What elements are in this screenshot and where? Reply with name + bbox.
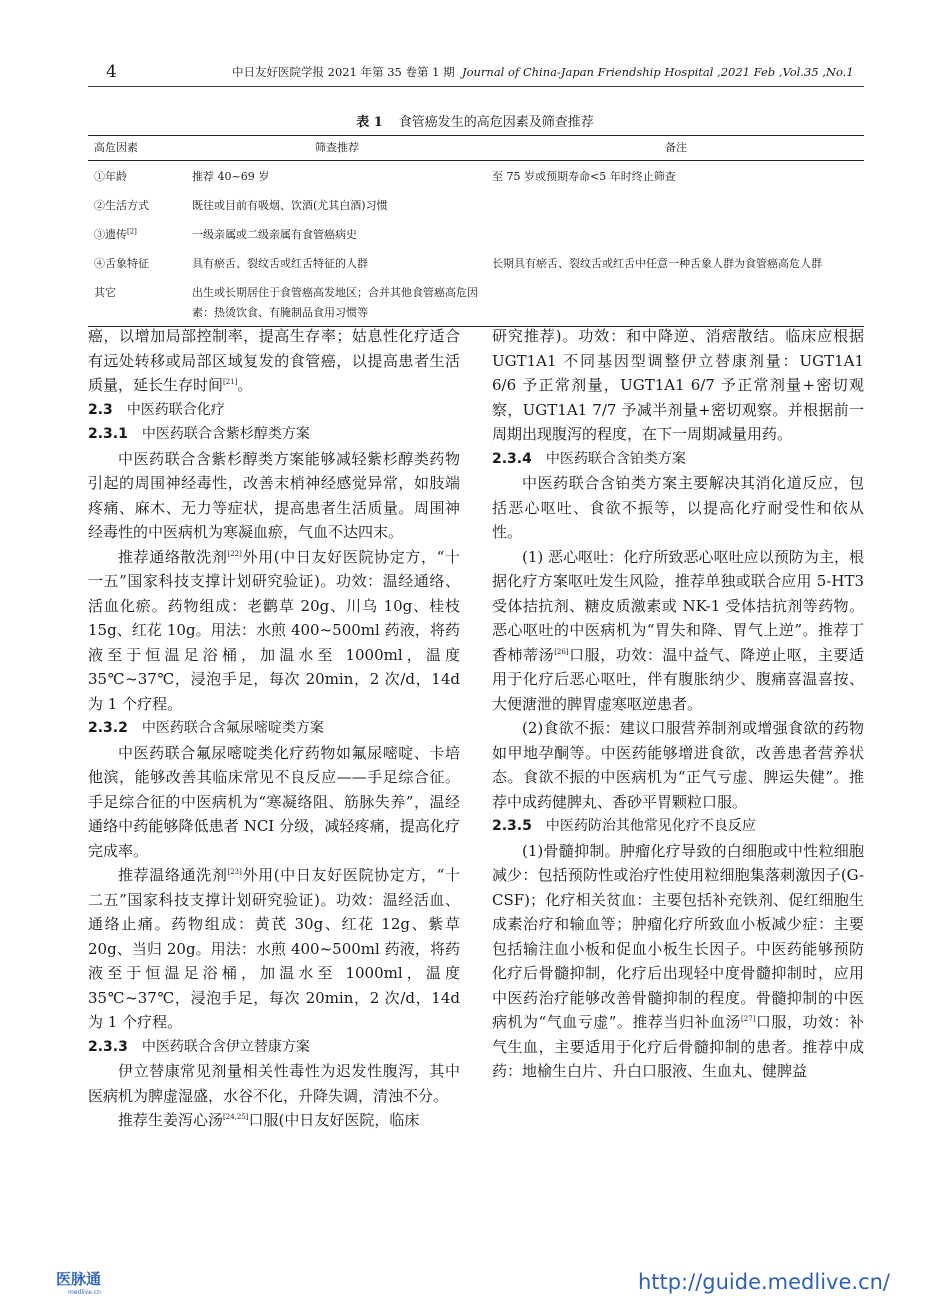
paragraph: 中医药联合含铂类方案主要解决其消化道反应，包括恶心呕吐、食欲不振等，以提高化疗耐受性和依从性。 <box>492 474 864 541</box>
section-number: 2.3 <box>88 401 113 418</box>
logo-text: 医脉通 <box>56 1270 102 1288</box>
cell-factor: 其它 <box>88 277 186 327</box>
left-column <box>88 324 460 1133</box>
cell-note: 长期具有瘀舌、裂纹舌或红舌中任意一种舌象人群为食管癌高危人群 <box>492 257 822 270</box>
running-header <box>232 64 854 80</box>
table-row <box>88 219 864 248</box>
subsection-heading <box>88 422 460 447</box>
paragraph <box>492 545 864 717</box>
citation-ref: [27] <box>741 1015 756 1023</box>
subsection-heading <box>492 814 864 839</box>
header-factor: 高危因素 <box>88 136 186 161</box>
table-caption <box>0 111 950 130</box>
header-rule <box>88 86 864 87</box>
cell-note <box>486 219 864 248</box>
subsection-heading <box>88 716 460 741</box>
paragraph-text: 外用(中日友好医院协定方，“十二五”国家科技支撑计划研究验证)。功效：温经活血、通络止痛。药物组成：黄芪 30g、红花 12g、紫草 20g、当归 20g。用法：水煎 400~500ml 药液，将药液至于恒温足浴桶，加温水至 1000ml，温度 35℃~37℃，浸泡手足，每次 20min，2 次/d，14d 为 1 个疗程。 <box>88 866 460 1031</box>
cell-factor: ④舌象特征 <box>94 257 149 270</box>
cell-factor <box>88 219 186 248</box>
paragraph-text: 口服，功效：补气生血，主要适用于化疗后骨髓抑制的患者。推荐中成药：地榆生白片、升白口服液、生血丸、健脾益 <box>492 1013 864 1080</box>
cell-factor: ②生活方式 <box>94 199 149 212</box>
citation-ref: [22] <box>227 549 242 558</box>
section-number: 2.3.3 <box>88 1038 128 1055</box>
paragraph-text: 推荐温络通洗剂 <box>118 866 228 884</box>
citation-ref: [24,25] <box>223 1113 249 1121</box>
paragraph-text: (1)骨髓抑制。肿瘤化疗导致的白细胞或中性粒细胞减少：包括预防性或治疗性使用粒细胞集落刺激因子(G-CSF)；化疗相关贫血：主要包括补充铁剂、促红细胞生成素治疗和输血等；肿瘤化疗所致血小板减少症：主要包括输注血小板和促血小板生长因子。中医药能够预防化疗后骨髓抑制，化疗后出现轻中度骨髓抑制时，应用中医药治疗能够改善骨髓抑制的程度。骨髓抑制的中医病机为“气血亏虚”。推荐当归补血汤 <box>492 841 864 1031</box>
table-label: 表 1 <box>356 115 383 130</box>
right-column <box>492 324 864 1084</box>
page-number: 4 <box>106 62 117 82</box>
section-number: 2.3.5 <box>492 818 532 834</box>
running-header-en: Journal of China-Japan Friendship Hospital ,2021 Feb ,Vol.35 ,No.1 <box>461 65 854 79</box>
section-title: 中医药联合含伊立替康方案 <box>141 1038 310 1055</box>
paragraph-text: 口服(中日友好医院，临床 <box>248 1111 420 1129</box>
citation-ref: [2] <box>127 227 137 236</box>
cell-note <box>486 190 864 219</box>
cell-note: 至 75 岁或预期寿命<5 年时终止筛查 <box>492 170 676 183</box>
paragraph-text: 。 <box>237 376 253 394</box>
cell-recommendation: 一级亲属或二级亲属有食管癌病史 <box>192 228 357 241</box>
section-title: 中医药联合含氟尿嘧啶类方案 <box>141 720 324 736</box>
table-title: 食管癌发生的高危因素及筛查推荐 <box>398 115 594 130</box>
medlive-logo <box>56 1268 101 1296</box>
table-row <box>88 190 864 219</box>
section-number: 2.3.2 <box>88 720 128 736</box>
cell-recommendation: 出生或长期居住于食管癌高发地区；合并其他食管癌高危因素：热烫饮食、有腌制品食用习惯等 <box>186 277 486 327</box>
paragraph: 伊立替康常见剂量相关性毒性为迟发性腹泻，其中医病机为脾虚湿盛，水谷不化，升降失调，清浊不分。 <box>88 1062 460 1105</box>
header-recommendation: 筛查推荐 <box>186 136 486 161</box>
factor-text: ③遗传 <box>94 228 127 241</box>
section-title: 中医药联合含铂类方案 <box>545 450 686 467</box>
paragraph <box>88 324 460 398</box>
paragraph <box>88 545 460 717</box>
risk-factor-table <box>88 135 864 327</box>
running-header-cn: 中日友好医院学报 2021 年第 35 卷第 1 期 <box>232 65 455 79</box>
citation-ref: [23] <box>227 868 242 876</box>
paragraph-text: 推荐通络散洗剂 <box>118 547 228 566</box>
section-title: 中医药联合含紫杉醇类方案 <box>141 426 310 442</box>
cell-recommendation: 推荐 40~69 岁 <box>192 170 270 183</box>
section-title: 中医药防治其他常见化疗不良反应 <box>545 818 756 834</box>
section-number: 2.3.4 <box>492 450 532 467</box>
paragraph: 研究推荐)。功效：和中降逆、消痞散结。临床应根据 UGT1A1 不同基因型调整伊立替康剂量：UGT1A1 6/6 予正常剂量，UGT1A1 6/7 予正常剂量+密切观察，UGT1A1 7/7 予减半剂量+密切观察。并根据前一周期出现腹泻的程度，在下一周期减量用药。 <box>492 327 864 443</box>
citation-ref: [26] <box>554 647 569 656</box>
cell-recommendation: 既往或目前有吸烟、饮酒(尤其白酒)习惯 <box>192 199 388 212</box>
subsection-heading <box>88 1035 460 1060</box>
header-note: 备注 <box>486 136 864 161</box>
table-header-row <box>88 136 864 161</box>
cell-factor: ①年龄 <box>94 170 127 183</box>
paragraph-text: 口服，功效：温中益气、降逆止呕，主要适用于化疗后恶心呕吐，伴有腹胀纳少、腹痛喜温喜按、大便溏泄的脾胃虚寒呕逆患者。 <box>492 645 864 713</box>
subsection-heading <box>492 447 864 472</box>
table-row <box>88 277 864 327</box>
cell-recommendation: 具有瘀舌、裂纹舌或红舌特征的人群 <box>192 257 368 270</box>
paragraph: 中医药联合氟尿嘧啶类化疗药物如氟尿嘧啶、卡培他滨，能够改善其临床常见不良反应——手足综合征。手足综合征的中医病机为“寒凝络阻、筋脉失养”，温经通络中药能够降低患者 NCI 分级，减轻疼痛，提高化疗完成率。 <box>88 743 460 860</box>
paragraph-text: 推荐生姜泻心汤 <box>118 1111 224 1129</box>
paragraph <box>88 863 460 1035</box>
logo-subtext: medlive.cn <box>68 1289 101 1296</box>
cell-note <box>486 277 864 327</box>
paragraph <box>492 839 864 1084</box>
section-heading <box>88 398 460 423</box>
paragraph-text: (1) 恶心呕吐：化疗所致恶心呕吐应以预防为主，根据化疗方案呕吐发生风险，推荐单独或联合应用 5-HT3 受体拮抗剂、糖皮质激素或 NK-1 受体拮抗剂等药物。恶心呕吐的中医病机为“胃失和降、胃气上逆”。推荐丁香柿蒂汤 <box>492 547 864 664</box>
paragraph <box>88 1108 460 1133</box>
paragraph-text: 外用(中日友好医院协定方，“十一五”国家科技支撑计划研究验证)。功效：温经通络、活血化瘀。药物组成：老鹳草 20g、川乌 10g、桂枝 15g、红花 10g。用法：水煎 400~500ml 药液，将药液至于恒温足浴桶，加温水至 1000ml，温度 35℃~37℃，浸泡手足，每次 20min，2 次/d，14d 为 1 个疗程。 <box>88 547 460 713</box>
paragraph: 中医药联合含紫杉醇类方案能够减轻紫杉醇类药物引起的周围神经毒性，改善末梢神经感觉异常，如肢端疼痛、麻木、无力等症状，提高患者生活质量。周围神经毒性的中医病机为寒凝血瘀，气血不达四末。 <box>88 449 460 541</box>
section-number: 2.3.1 <box>88 426 128 442</box>
paragraph: (2)食欲不振：建议口服营养制剂或增强食欲的药物如甲地孕酮等。中医药能够增进食欲，改善患者营养状态。食欲不振的中医病机为“正气亏虚、脾运失健”。推荐中成药健脾丸、香砂平胃颗粒口服。 <box>492 719 864 811</box>
citation-ref: [21] <box>223 378 238 386</box>
footer-url-link[interactable]: http://guide.medlive.cn/ <box>637 1270 890 1294</box>
section-title: 中医药联合化疗 <box>126 401 225 418</box>
table-row <box>88 161 864 191</box>
table-row <box>88 248 864 277</box>
paragraph-text: 癌，以增加局部控制率，提高生存率；姑息性化疗适合有远处转移或局部区域复发的食管癌，以提高患者生活质量，延长生存时间 <box>88 327 460 394</box>
